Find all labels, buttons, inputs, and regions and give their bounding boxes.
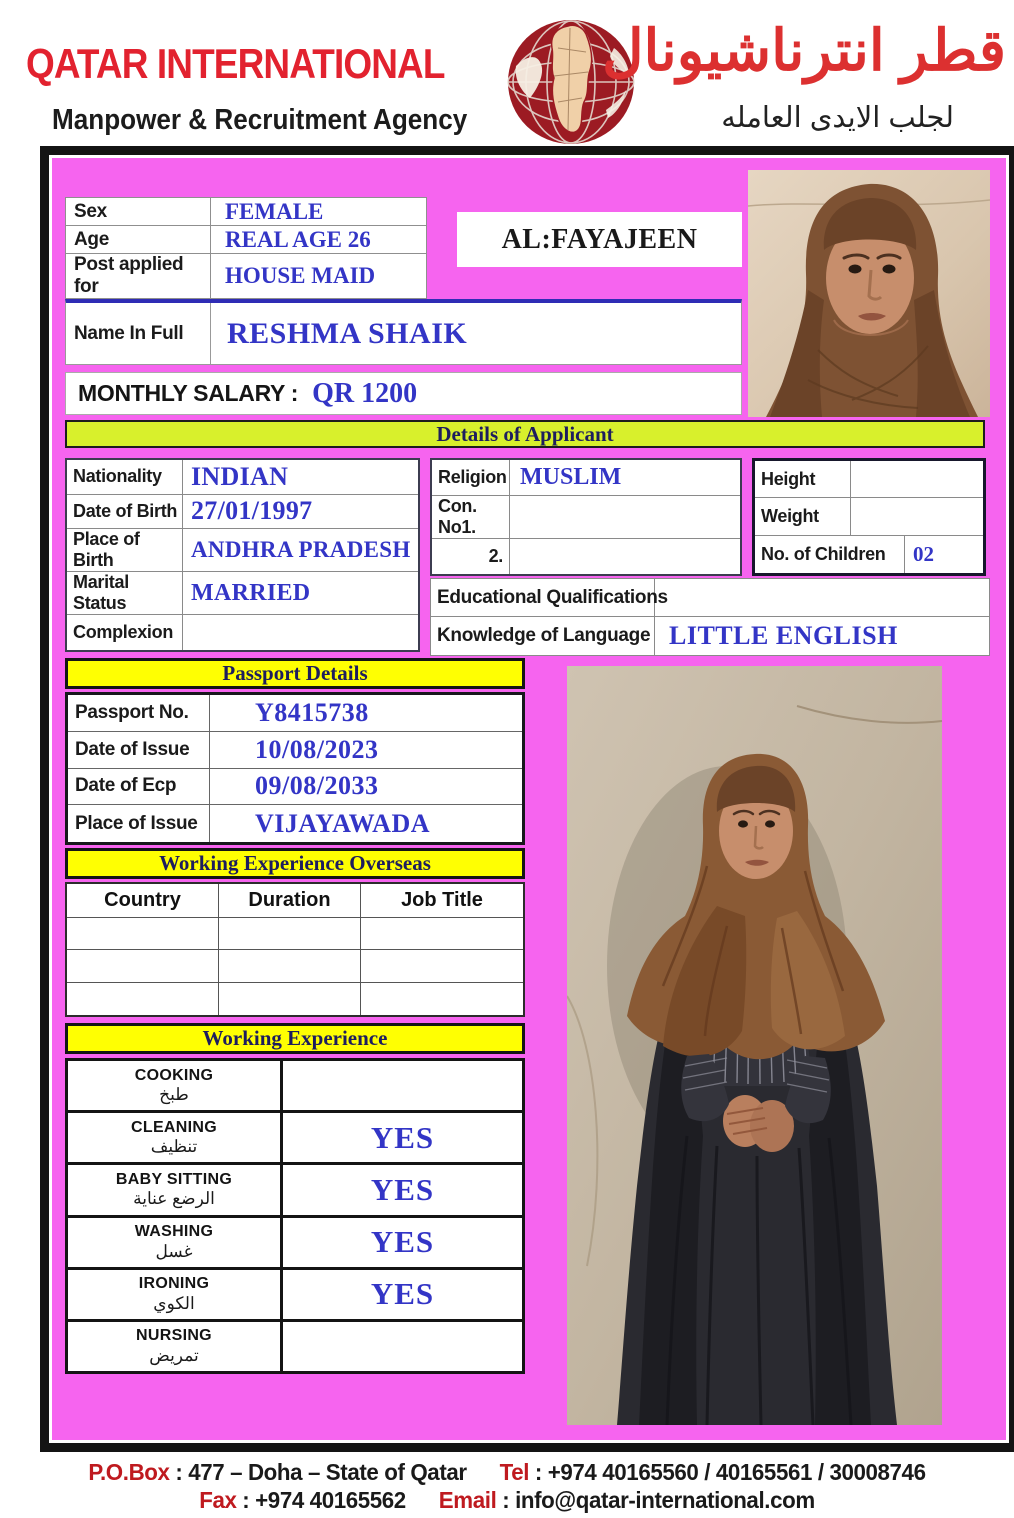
contact-no2-label: 2. [432, 539, 510, 575]
agency-title: QATAR INTERNATIONAL [26, 40, 445, 87]
date-of-birth-value: 27/01/1997 [191, 496, 313, 526]
table-row [67, 495, 418, 530]
passport-no-value: Y8415738 [255, 697, 369, 727]
skill-nursing-arabic: تمريض [149, 1345, 199, 1365]
skill-ironing-arabic: الكوي [153, 1293, 195, 1313]
table-row [66, 226, 426, 254]
complexion-value [183, 615, 418, 650]
knowledge-of-language-label: Knowledge of Language [431, 617, 655, 655]
sponsor-name-box: AL:FAYAJEEN [457, 212, 742, 267]
duration-header: Duration [219, 884, 361, 917]
applicant-headshot-photo [748, 170, 990, 417]
date-of-issue-label: Date of Issue [68, 732, 210, 768]
place-of-issue-label: Place of Issue [68, 805, 210, 842]
age-label: Age [66, 226, 211, 253]
name-value: RESHMA SHAIK [227, 316, 468, 350]
children-value: 02 [913, 541, 934, 566]
skill-nursing-value [283, 1322, 522, 1371]
table-row [432, 460, 740, 496]
skill-row-washing [68, 1218, 522, 1267]
working-experience-banner: Working Experience [65, 1023, 525, 1054]
contact-no1-label: Con. No1. [432, 496, 510, 538]
passport-details-banner: Passport Details [65, 658, 525, 689]
footer-line-1 [15, 1458, 999, 1486]
date-of-ecp-value: 09/08/2033 [255, 771, 379, 801]
post-applied-label: Post applied for [66, 254, 211, 298]
nationality-label: Nationality [67, 460, 183, 494]
religion-value: MUSLIM [520, 463, 622, 490]
table-row [431, 617, 989, 655]
skill-row-nursing [68, 1322, 522, 1371]
place-of-issue-value: VIJAYAWADA [255, 808, 431, 838]
table-row [755, 498, 983, 535]
table-row [67, 572, 418, 615]
details-left-table [65, 458, 420, 652]
table-row [755, 461, 983, 498]
post-applied-value: HOUSE MAID [225, 263, 376, 288]
applicant-fullbody-photo [567, 666, 942, 1425]
overseas-cell [219, 983, 361, 1015]
overseas-cell [361, 983, 523, 1015]
tel-label: Tel [499, 1459, 530, 1485]
nationality-value: INDIAN [191, 461, 289, 491]
country-header: Country [67, 884, 219, 917]
salary-label: MONTHLY SALARY : [78, 380, 299, 406]
age-value: REAL AGE 26 [225, 226, 371, 252]
height-value [851, 461, 983, 497]
table-row [67, 460, 418, 495]
children-label: No. of Children [755, 536, 905, 573]
agency-title-arabic: قطر انترناشيونال [602, 19, 1006, 83]
overseas-experience-table [65, 882, 525, 1017]
agency-subtitle: Manpower & Recruitment Agency [52, 104, 468, 136]
sex-label: Sex [66, 198, 211, 225]
skill-washing-label: WASHING [134, 1223, 214, 1241]
table-row [432, 496, 740, 539]
overseas-cell [219, 918, 361, 949]
place-of-birth-label: Place of Birth [67, 529, 183, 571]
pobox-value: : 477 – Doha – State of Qatar [175, 1459, 467, 1485]
marital-status-label: Marital Status [67, 572, 183, 614]
table-row [67, 529, 418, 572]
skill-cleaning-label: CLEANING [131, 1118, 217, 1136]
date-of-birth-label: Date of Birth [67, 495, 183, 529]
name-table [65, 299, 742, 365]
table-row [68, 805, 522, 842]
salary-value: QR 1200 [312, 377, 418, 409]
sex-value: FEMALE [225, 198, 324, 224]
place-of-birth-value: ANDHRA PRADESH [191, 537, 411, 563]
name-label: Name In Full [66, 303, 211, 364]
skill-baby-sitting-value: YES [283, 1165, 522, 1214]
weight-label: Weight [755, 498, 851, 534]
knowledge-of-language-value: LITTLE ENGLISH [669, 621, 898, 650]
height-label: Height [755, 461, 851, 497]
overseas-cell [361, 918, 523, 949]
marital-status-value: MARRIED [191, 579, 311, 606]
fax-value: : +974 40165562 [242, 1487, 406, 1513]
pobox-label: P.O.Box [88, 1459, 170, 1485]
complexion-label: Complexion [67, 615, 183, 650]
contact-no1-value [510, 496, 740, 538]
email-value: : info@qatar-international.com [502, 1487, 815, 1513]
overseas-cell [67, 918, 219, 949]
skill-washing-value: YES [283, 1218, 522, 1267]
table-row [68, 732, 522, 769]
table-row [755, 536, 983, 573]
job-title-header: Job Title [401, 889, 483, 911]
educational-qualifications-value [655, 579, 989, 616]
table-header-row [67, 884, 523, 918]
passport-no-label: Passport No. [68, 695, 210, 731]
skill-cooking-label: COOKING [134, 1066, 214, 1084]
fax-label: Fax [199, 1487, 237, 1513]
skill-washing-arabic: غسل [155, 1241, 193, 1261]
skill-cooking-value [283, 1061, 522, 1110]
date-of-ecp-label: Date of Ecp [68, 769, 210, 805]
physical-table [752, 458, 986, 576]
salary-row [65, 372, 742, 415]
table-row [68, 695, 522, 732]
skill-row-cleaning [68, 1113, 522, 1162]
overseas-cell [219, 950, 361, 981]
skill-ironing-label: IRONING [138, 1275, 210, 1293]
details-of-applicant-banner: Details of Applicant [65, 420, 985, 448]
skill-cooking-arabic: طبخ [159, 1085, 189, 1104]
skill-row-ironing [68, 1270, 522, 1319]
skill-ironing-value: YES [283, 1270, 522, 1319]
tel-value: : +974 40165560 / 40165561 / 30008746 [534, 1459, 926, 1485]
weight-value [851, 498, 983, 534]
overseas-cell [361, 950, 523, 981]
table-row [431, 579, 989, 617]
education-table [430, 578, 990, 656]
table-row [66, 198, 426, 226]
overseas-cell [67, 950, 219, 981]
table-row [67, 918, 523, 950]
passport-table [65, 692, 525, 845]
skill-cleaning-value: YES [283, 1113, 522, 1162]
educational-qualifications-label: Educational Qualifications [431, 579, 655, 616]
skill-row-baby-sitting [68, 1165, 522, 1214]
skills-table [65, 1058, 525, 1374]
footer-line-2 [15, 1486, 999, 1514]
skill-nursing-label: NURSING [136, 1327, 212, 1345]
religion-label: Religion [432, 460, 510, 495]
contact-no2-value [510, 539, 740, 575]
table-row [68, 769, 522, 806]
working-experience-overseas-banner: Working Experience Overseas [65, 848, 525, 879]
personal-info-table [65, 197, 427, 299]
skill-baby-sitting-label: BABY SITTING [115, 1170, 233, 1188]
table-row [432, 539, 740, 575]
date-of-issue-value: 10/08/2023 [255, 734, 379, 764]
overseas-cell [67, 983, 219, 1015]
skill-row-cooking [68, 1061, 522, 1110]
table-row [67, 983, 523, 1015]
skill-cleaning-arabic: تنظيف [150, 1137, 198, 1157]
religion-table [430, 458, 742, 576]
email-label: Email [438, 1487, 497, 1513]
agency-subtitle-arabic: لجلب الايدى العامله [721, 102, 954, 134]
table-row [66, 254, 426, 298]
footer-contact [0, 1458, 1014, 1514]
skill-baby-sitting-arabic: الرضع عناية [133, 1189, 215, 1209]
table-row [67, 950, 523, 982]
table-row [67, 615, 418, 650]
